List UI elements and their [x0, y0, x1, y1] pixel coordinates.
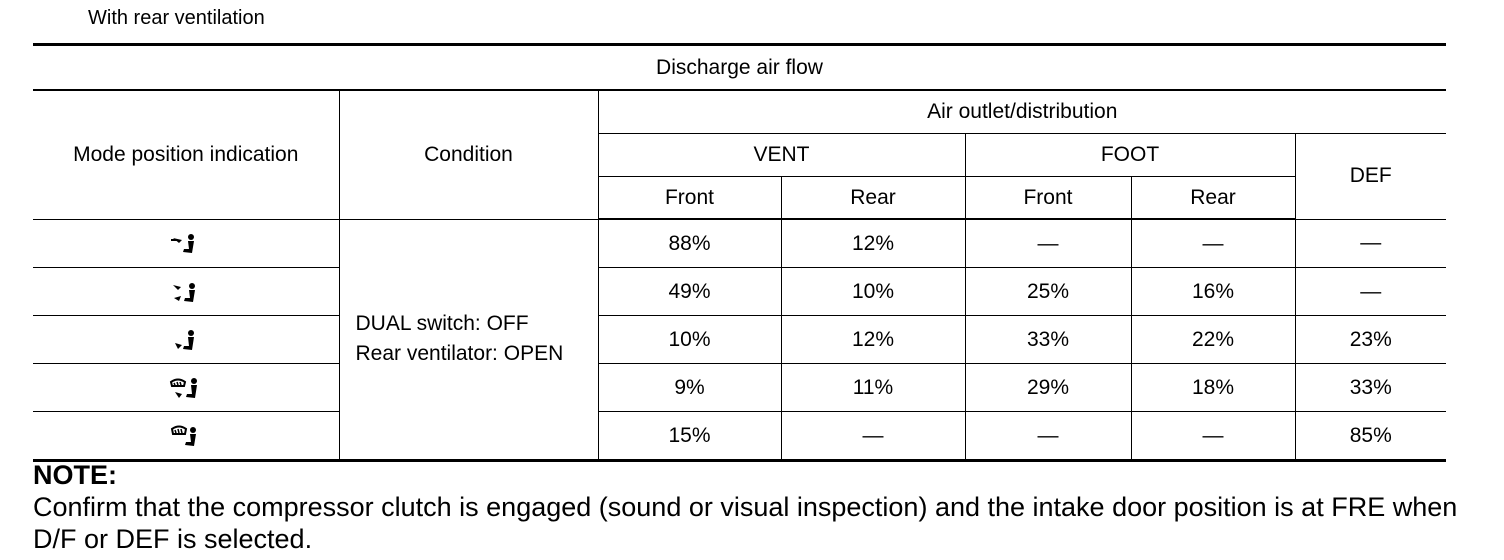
- foot-rear-value: —: [1131, 412, 1295, 461]
- vent-rear-value: 10%: [781, 268, 965, 316]
- foot-front-value: 29%: [965, 364, 1131, 412]
- mode-cell: [33, 316, 339, 364]
- def-value: 33%: [1295, 364, 1446, 412]
- mode-cell: [33, 219, 339, 268]
- vent-rear-value: 11%: [781, 364, 965, 412]
- discharge-air-flow-table: [33, 43, 1446, 462]
- def-value: —: [1295, 268, 1446, 316]
- vent-front-value: 10%: [598, 316, 781, 364]
- mode-cell: [33, 364, 339, 412]
- header-mode-position: Mode position indication: [33, 90, 339, 219]
- table-caption: With rear ventilation: [88, 7, 265, 29]
- foot-front-value: —: [965, 412, 1131, 461]
- vent-mode-icon: [169, 231, 203, 255]
- header-vent-front: Front: [598, 177, 781, 220]
- condition-dual-switch: DUAL switch: OFF: [355, 312, 529, 336]
- header-vent: VENT: [598, 134, 965, 177]
- foot-front-value: 25%: [965, 268, 1131, 316]
- table-row: [33, 268, 1446, 316]
- header-condition: Condition: [339, 90, 598, 219]
- header-vent-rear: Rear: [781, 177, 965, 220]
- def-value: —: [1295, 219, 1446, 268]
- foot-defrost-mode-icon: [169, 376, 203, 400]
- table-row: [33, 316, 1446, 364]
- vent-front-value: 9%: [598, 364, 781, 412]
- defrost-mode-icon: [169, 424, 203, 448]
- note-section: [33, 459, 1473, 555]
- header-def: DEF: [1295, 134, 1446, 220]
- foot-front-value: 33%: [965, 316, 1131, 364]
- condition-cell: [339, 219, 598, 461]
- foot-mode-icon: [169, 328, 203, 352]
- def-value: 85%: [1295, 412, 1446, 461]
- header-foot-front: Front: [965, 177, 1131, 220]
- note-body: Confirm that the compressor clutch is engaged (sound or visual inspection) and the intake door position is at FRE when D/F or DEF is selected.: [33, 492, 1458, 554]
- table-row: [33, 219, 1446, 268]
- def-value: 23%: [1295, 316, 1446, 364]
- table-row: [33, 412, 1446, 461]
- bi-level-mode-icon: [169, 280, 203, 304]
- table-title: Discharge air flow: [33, 45, 1446, 91]
- table-row: [33, 364, 1446, 412]
- foot-rear-value: 18%: [1131, 364, 1295, 412]
- condition-rear-ventilator: Rear ventilator: OPEN: [355, 342, 564, 366]
- foot-front-value: —: [965, 219, 1131, 268]
- header-foot: FOOT: [965, 134, 1295, 177]
- vent-rear-value: 12%: [781, 219, 965, 268]
- vent-front-value: 49%: [598, 268, 781, 316]
- vent-front-value: 88%: [598, 219, 781, 268]
- vent-rear-value: —: [781, 412, 965, 461]
- foot-rear-value: —: [1131, 219, 1295, 268]
- header-foot-rear: Rear: [1131, 177, 1295, 220]
- vent-front-value: 15%: [598, 412, 781, 461]
- foot-rear-value: 22%: [1131, 316, 1295, 364]
- mode-cell: [33, 268, 339, 316]
- foot-rear-value: 16%: [1131, 268, 1295, 316]
- header-air-outlet: Air outlet/distribution: [598, 90, 1446, 134]
- mode-cell: [33, 412, 339, 461]
- vent-rear-value: 12%: [781, 316, 965, 364]
- note-title: NOTE:: [33, 460, 117, 490]
